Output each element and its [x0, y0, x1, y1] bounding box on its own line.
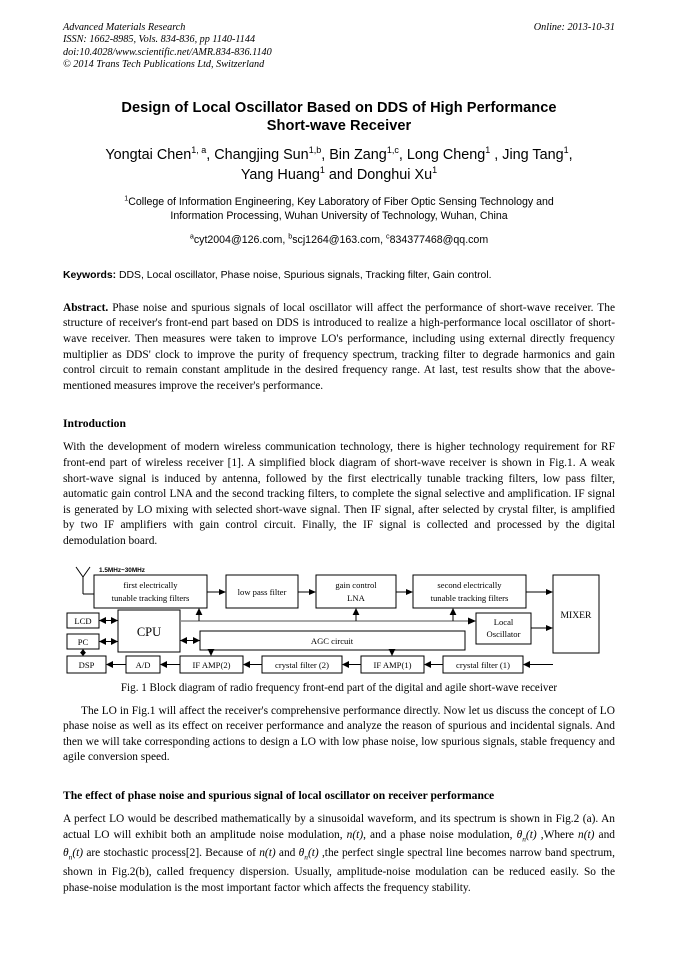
- block-agc-circuit-label: AGC circuit: [310, 635, 354, 646]
- inline-math: n(t): [259, 847, 276, 860]
- block-low-pass-filter-label: low pass filter: [237, 586, 287, 597]
- introduction-paragraph: With the development of modern wireless communication technology, there is higher technology requirement for RF front-end part of wireless receiver [1]. A simplified block diagram of short-wave receiver is shown in Fig.1. A weak short-wave signal is induced by antenna, followed by the first electrically tunable tracking filters, low pass filter, automatic gain control LNA and the second tracking filters, to complete the signal selective and amplification. IF signal is generated by LO mixing with selected short-wave signal. Then IF signal, after selected by crystal filter, is amplified by two IF amplifiers with gain control circuit. Finally, the IF signal is collected and processed by the digital demodulation board.: [63, 441, 615, 547]
- frequency-range-label: 1.5MHz~30MHz: [99, 566, 145, 574]
- inline-math: $\theta_n(t)$: [298, 847, 319, 862]
- author-line-2: Yang Huang$^1$ and Donghui Xu$^1$: [240, 164, 438, 183]
- keywords-label: Keywords:: [63, 269, 117, 281]
- author-affiliation-marker: 1: [319, 164, 325, 175]
- block-gain-control-lna-line1: gain control: [335, 579, 377, 590]
- block-gain-control-lna-line2: LNA: [347, 592, 365, 603]
- author-name: Bin Zang: [329, 146, 387, 163]
- journal-issn: ISSN: 1662-8985, Vols. 834-836, pp 1140-1144: [63, 34, 256, 46]
- author-affiliation-marker: 1,c: [386, 144, 399, 155]
- control-arrows-up: [196, 608, 457, 621]
- section-heading-introduction: Introduction: [63, 417, 126, 431]
- author-affiliation-marker: 1: [485, 144, 491, 155]
- author-affiliation-marker: 1: [563, 144, 569, 155]
- email-address[interactable]: scj1264@163.com: [292, 233, 381, 246]
- email-marker: a: [189, 231, 194, 241]
- block-first-tracking-filters-line2: tunable tracking filters: [111, 592, 190, 603]
- block-crystal-filter-2-label: crystal filter (2): [275, 659, 329, 670]
- paragraph-after-figure: The LO in Fig.1 will affect the receiver's comprehensive performance directly. Now let us discuss the concept of LO phase noise as well as its effect on receiver performance and analyze the reason of spurious and incidental signals. And then we will take corresponding actions to design a LO with low phase noise, low spurious signals, stable frequency and agile conversion speed.: [63, 704, 615, 764]
- cpu-agc-link: [180, 637, 200, 644]
- email-marker: b: [288, 231, 293, 241]
- page-content: [63, 22, 615, 896]
- author-name: Jing Tang: [502, 146, 564, 163]
- journal-copyright: © 2014 Trans Tech Publications Ltd, Switzerland: [63, 59, 265, 71]
- author-line-1: Yongtai Chen$^{1, a}$, Changjing Sun$^{1,b}$, Bin Zang$^{1,c}$, Long Cheng$^1$ , Jing Tang$^1$,: [105, 144, 573, 163]
- block-mixer-label: MIXER: [560, 609, 592, 621]
- block-pc-label: PC: [77, 636, 89, 647]
- block-second-tracking-filters-line1: second electrically: [437, 579, 502, 590]
- inline-math: $\theta_n(t)$: [63, 847, 84, 862]
- author-affiliation-marker: 1: [432, 164, 438, 175]
- block-second-tracking-filters-line2: tunable tracking filters: [430, 592, 509, 603]
- email-marker: c: [386, 231, 390, 241]
- journal-header: [63, 22, 615, 72]
- inline-math: $\theta_n(t)$: [516, 828, 537, 843]
- affiliation-marker: 1: [124, 193, 129, 203]
- author-list: [63, 145, 615, 185]
- section-heading-phase-noise-effect: The effect of phase noise and spurious signal of local oscillator on receiver performance: [63, 788, 495, 802]
- keywords-value: DDS, Local oscillator, Phase noise, Spurious signals, Tracking filter, Gain control.: [119, 269, 492, 281]
- pc-dsp-link: [80, 649, 86, 656]
- inline-math: n(t): [578, 828, 595, 841]
- email-address[interactable]: 834377468@qq.com: [389, 233, 489, 246]
- figure-1: [63, 563, 615, 675]
- cpu-control-bus: [180, 617, 476, 624]
- block-first-tracking-filters-line1: first electrically: [123, 579, 178, 590]
- keywords: [63, 269, 615, 283]
- block-crystal-filter-1-label: crystal filter (1): [456, 659, 510, 670]
- abstract-text: Phase noise and spurious signals of local oscillator will affect the performance of short-wave receiver. The structure of receiver's front-end part based on DDS is introduced to realize a high-performance local oscillator of short-wave receiver. Then measures were taken to improve LO's performance, including using external directly frequency multiplier as DDS' clock to improve the purity of frequency spectrum, tracking filter to degrade harmonics and gain control circuit to remain constant amplitude in the desired frequency range. At last, test results show that the above-mentioned measures improve the receiver's performance.: [63, 301, 615, 392]
- author-name: Yang Huang: [240, 166, 320, 183]
- author-name: Changjing Sun: [214, 146, 309, 163]
- block-diagram: [63, 563, 615, 675]
- title-line-1: Design of Local Oscillator Based on DDS of High Performance: [121, 99, 557, 116]
- block-if-amp-1-label: IF AMP(1): [373, 659, 412, 670]
- block-dsp-label: DSP: [78, 659, 95, 670]
- author-affiliation-marker: 1, a: [191, 144, 207, 155]
- author-emails: $^a$cyt2004@126.com, $^b$scj1264@163.com, $^c$834377468@qq.com: [189, 231, 489, 246]
- pc-cpu-link: [99, 638, 118, 645]
- affiliation-text: College of Information Engineering, Key Laboratory of Fiber Optic Sensing Technology and Information Processing, Wuhan University of Technology, Wuhan, China: [128, 195, 554, 223]
- block-ad-label: A/D: [135, 659, 151, 670]
- block-cpu-label: CPU: [136, 624, 162, 639]
- page-title: [63, 99, 615, 136]
- block-local-oscillator-line2: Oscillator: [486, 628, 521, 639]
- block-local-oscillator-line1: Local: [493, 616, 514, 627]
- title-line-2: Short-wave Receiver: [266, 118, 412, 135]
- abstract: [63, 301, 615, 395]
- journal-name: Advanced Materials Research: [63, 22, 186, 33]
- author-name: Yongtai Chen: [105, 146, 192, 163]
- block-lcd-label: LCD: [74, 615, 92, 626]
- figure-1-caption: Fig. 1 Block diagram of radio frequency front-end part of the digital and agile short-wave receiver: [120, 681, 558, 694]
- online-date: Online: 2013-10-31: [533, 22, 615, 33]
- author-name: Long Cheng: [406, 146, 486, 163]
- affiliation: [63, 195, 615, 224]
- inline-math: n(t): [346, 828, 364, 841]
- lo-to-mixer-arrow: [531, 625, 553, 631]
- abstract-label: Abstract.: [63, 301, 109, 314]
- antenna-icon: [76, 567, 94, 594]
- author-affiliation-marker: 1,b: [308, 144, 322, 155]
- journal-doi: doi:10.4028/www.scientific.net/AMR.834-836.1140: [63, 46, 272, 58]
- lcd-cpu-link: [99, 617, 118, 624]
- email-address[interactable]: cyt2004@126.com: [193, 233, 283, 246]
- author-name: Donghui Xu: [356, 166, 433, 183]
- phase-noise-paragraph: A perfect LO would be described mathematically by a sinusoidal waveform, and its spectrum is shown in Fig.2 (a). An actual LO will exhibit both an amplitude noise modulation, n(t), and a phase noise modulation, $\theta_n(t)$ ,Where n(t) and $\theta_n(t)$ are stochastic process[2]. Because of n(t) and $\theta_n(t)$ ,the perfect single spectral line becomes narrow band spectrum, shown in Fig.2(b), called frequency dispersion. Usually, amplitude-noise modulation can be reduced easily. So the phase-noise modulation is the most important factor which affects the frequency stability.: [63, 812, 615, 894]
- block-if-amp-2-label: IF AMP(2): [192, 659, 231, 670]
